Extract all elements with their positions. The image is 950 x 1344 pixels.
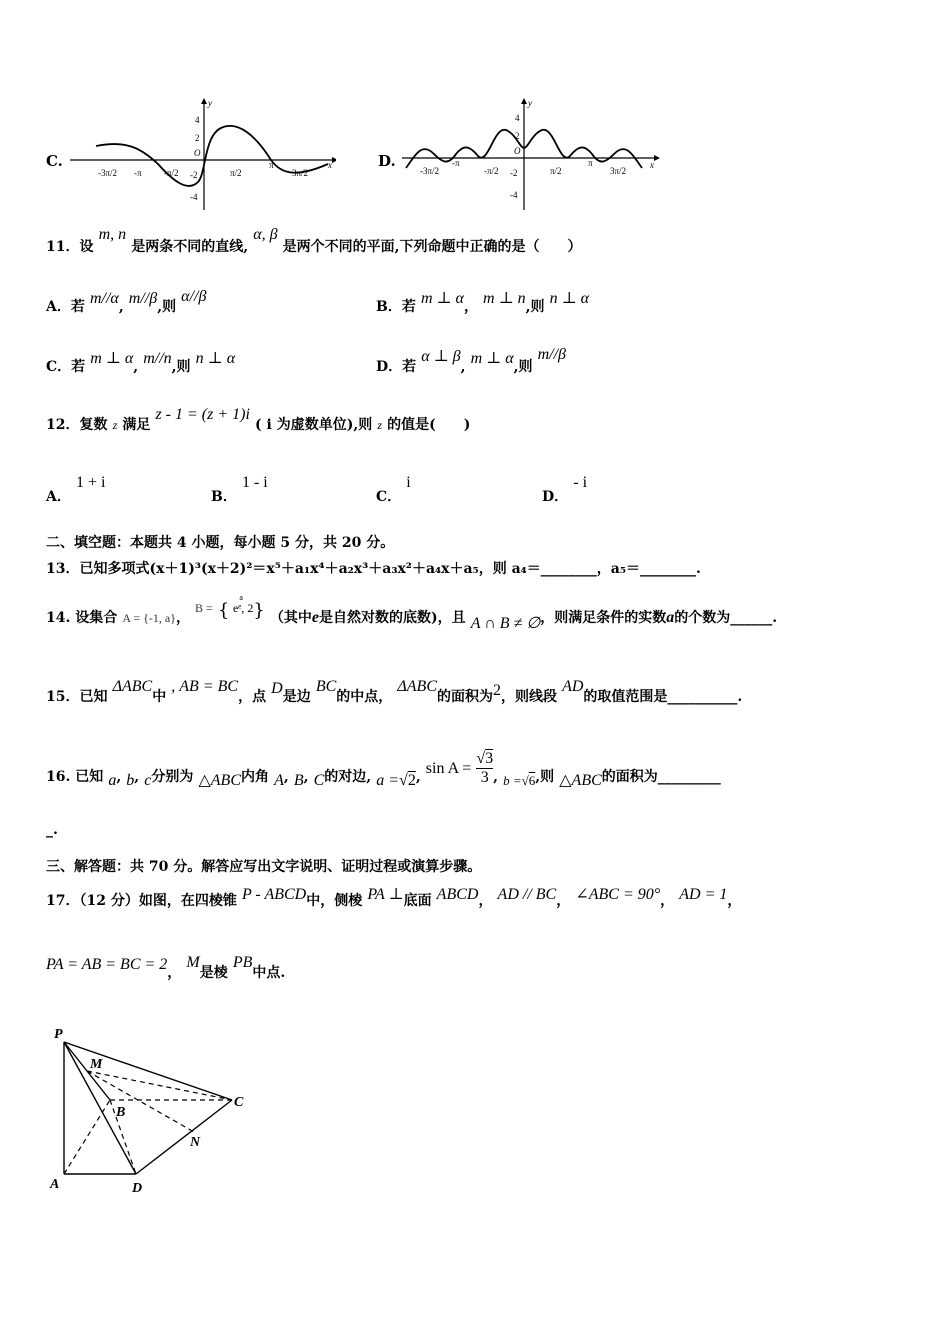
origin-label: O xyxy=(514,146,521,156)
section-3-heading: 三、解答题：共 70 分。解答应写出文字说明、证明过程或演算步骤。 xyxy=(46,859,482,875)
q16-triangle: △ABC xyxy=(198,772,241,789)
q17-text: 中点. xyxy=(252,965,286,981)
q17-text: ， xyxy=(727,893,742,909)
y-axis-label: y xyxy=(528,98,532,108)
point-label-m: M xyxy=(90,1057,103,1072)
x-tick: 3π/2 xyxy=(610,166,627,176)
option-value: - i xyxy=(573,474,588,491)
q14-text3: ，则满足条件的实数 xyxy=(540,610,667,626)
y-tick: -2 xyxy=(510,168,518,178)
q14-number: 14. 设集合 xyxy=(46,610,118,626)
q15-text: 的中点， xyxy=(336,689,393,705)
q16-radicand: 6 xyxy=(528,773,536,788)
q11-option-c[interactable] xyxy=(46,350,236,376)
q17-text: 底面 xyxy=(403,893,432,909)
y-tick: 4 xyxy=(515,113,520,123)
q11-text1: 是两条不同的直线, xyxy=(131,239,249,255)
q12-equation: z - 1 = (z + 1)i xyxy=(155,406,250,423)
q14-condition: A ∩ B ≠ ∅ xyxy=(470,615,541,632)
q15-text: 中 xyxy=(152,689,167,705)
condition-1: α ⊥ β xyxy=(421,348,461,365)
q11-option-d[interactable] xyxy=(376,346,567,376)
condition-1: m ⊥ α xyxy=(90,350,134,367)
point-label-n: N xyxy=(190,1135,201,1150)
q17-text: ， xyxy=(167,965,182,981)
q14-setB xyxy=(229,593,254,616)
q16-text: 的面积为_________ xyxy=(601,769,721,785)
q17-base: ABCD xyxy=(436,886,479,903)
q14-setA: A = {-1, a} xyxy=(122,611,176,625)
q16-A: A xyxy=(274,772,284,789)
edge-ab xyxy=(64,1100,110,1174)
x-tick: -π xyxy=(134,168,142,178)
q14-text1: （其中 xyxy=(269,610,312,626)
q17-PB: PB xyxy=(232,954,253,971)
option-label: C． xyxy=(376,489,402,505)
x-tick: -π xyxy=(452,158,460,168)
q11-vars1: m, n xyxy=(98,226,127,243)
option-label: A．若 xyxy=(46,299,85,315)
q16-denominator: 3 xyxy=(480,769,489,786)
q15-triangle: ΔABC xyxy=(112,678,153,695)
x-tick: π/2 xyxy=(230,168,242,178)
condition-2: m ⊥ α xyxy=(470,350,514,367)
q15-number: 15．已知 xyxy=(46,689,108,705)
x-arrow-icon xyxy=(654,155,660,161)
conclusion: n ⊥ α xyxy=(549,290,590,307)
question-14 xyxy=(46,593,778,632)
q15-AD: AD xyxy=(562,678,584,695)
q11-vars2: α, β xyxy=(253,226,278,243)
q17-ad: AD = 1 xyxy=(679,886,728,903)
separator: ,则 xyxy=(157,299,177,315)
q15-text: 是边 xyxy=(282,689,311,705)
point-label-b: B xyxy=(116,1105,126,1120)
q17-pa: PA ⊥ xyxy=(367,886,404,903)
q15-triangle: ΔABC xyxy=(397,678,437,695)
q14-setB-exponent: a xyxy=(239,593,243,602)
y-tick: -4 xyxy=(510,190,518,200)
question-11 xyxy=(46,226,582,256)
q14-text2: 是自然对数的底数)，且 xyxy=(319,610,466,626)
q16-C: C xyxy=(313,772,325,789)
q12-option-d[interactable] xyxy=(542,472,588,505)
point-label-d: D xyxy=(132,1181,143,1196)
q16-tail: _. xyxy=(46,822,58,838)
conclusion: n ⊥ α xyxy=(195,350,236,367)
x-axis-label: x xyxy=(328,160,332,170)
q12-number: 12．复数 xyxy=(46,417,108,433)
y-tick: -4 xyxy=(190,192,198,202)
q16-triangle: △ABC xyxy=(559,772,602,789)
x-tick: -π/2 xyxy=(164,168,179,178)
x-axis-label: x xyxy=(650,160,654,170)
question-12 xyxy=(46,406,471,434)
x-tick: π/2 xyxy=(550,166,562,176)
option-label: D． xyxy=(542,489,569,505)
q15-BC: BC xyxy=(315,678,337,695)
q12-text3: 的值是( ) xyxy=(387,417,471,433)
q11-text2: 是两个不同的平面,下列命题中正确的是（ ） xyxy=(282,239,582,255)
q16-eq-b: b = xyxy=(503,773,522,788)
q16-fraction: $\frac{√3}{3}$ xyxy=(476,750,494,786)
q15-area: 2 xyxy=(492,682,501,699)
y-axis-label: y xyxy=(208,98,212,108)
brace-icon: { xyxy=(217,600,230,621)
q16-numerator: 3 xyxy=(485,750,494,767)
q17-pyramid: P - ABCD xyxy=(241,886,307,903)
option-value: i xyxy=(406,474,411,491)
q15-text: ，点 xyxy=(238,689,267,705)
edge-dc xyxy=(136,1100,232,1174)
q12-z: z xyxy=(112,418,118,432)
brace-icon: } xyxy=(253,600,265,621)
q16-sin: sin A = xyxy=(425,760,472,777)
q12-option-a[interactable] xyxy=(46,472,106,505)
q14-text4: 的个数为______. xyxy=(674,610,778,626)
x-tick: 3π/2 xyxy=(292,168,309,178)
q16-eq-a: a = xyxy=(376,772,400,789)
q12-option-b[interactable] xyxy=(211,472,268,505)
separator: ,则 xyxy=(513,359,533,375)
q17-text: 中，侧棱 xyxy=(306,893,363,909)
y-tick: 2 xyxy=(195,133,200,143)
separator: , xyxy=(133,359,139,375)
separator: , xyxy=(460,359,466,375)
q17-angle: ∠ABC = 90° xyxy=(575,886,661,903)
q15-text: ，则线段 xyxy=(500,689,557,705)
separator: , xyxy=(118,299,124,315)
x-tick: π xyxy=(588,158,593,168)
q17-parallel: AD // BC xyxy=(497,886,557,903)
option-value: 1 - i xyxy=(241,474,268,491)
x-tick: -3π/2 xyxy=(420,166,440,176)
question-16: 16. 已知 a, b, c分别为 △ABC内角 A, B, C的对边, a =√2, sin A = $\frac{√3}{3}$ , $_{b =√6}$,则 △ABC的面积为_________ xyxy=(46,750,721,789)
q17-number: 17．（12 分）如图，在四棱锥 xyxy=(46,893,237,909)
q15-equation: , AB = BC xyxy=(171,678,239,695)
y-tick: -2 xyxy=(190,170,198,180)
option-label: C．若 xyxy=(46,359,86,375)
y-arrow-icon xyxy=(201,98,207,104)
y-arrow-icon xyxy=(521,98,527,104)
x-tick: -3π/2 xyxy=(98,168,118,178)
q16-text: 的对边, xyxy=(324,769,372,785)
question-15 xyxy=(46,678,743,706)
x-tick: π xyxy=(269,160,274,170)
point-label-c: C xyxy=(234,1095,244,1110)
x-arrow-icon xyxy=(332,157,336,163)
question-17 xyxy=(46,886,742,910)
point-label-p: P xyxy=(54,1027,63,1042)
q12-z: z xyxy=(377,418,382,432)
question-13: 13．已知多项式(x＋1)³(x＋2)²＝x⁵＋a₁x⁴＋a₂x³＋a₃x²＋a₄x＋a₅，则 a₄＝________，a₅＝________. xyxy=(46,561,701,577)
separator: ,则 xyxy=(525,299,545,315)
q16-B: B xyxy=(293,772,304,789)
question-17-line2 xyxy=(46,954,286,982)
q14-setB-body: eᵉ, 2 xyxy=(232,601,254,615)
q15-D: D xyxy=(271,680,283,697)
condition-2: m//n xyxy=(143,350,172,367)
q16-text: ,则 xyxy=(535,769,555,785)
option-label: B． xyxy=(211,489,237,505)
q12-text2: ( i 为虚数单位),则 xyxy=(255,417,373,433)
segment-mn xyxy=(87,1071,194,1132)
conclusion: α//β xyxy=(181,288,207,305)
q17-text: ， xyxy=(478,893,493,909)
y-tick: 4 xyxy=(195,115,200,125)
x-tick: -π/2 xyxy=(484,166,499,176)
q16-c: c xyxy=(144,772,152,789)
q16-b: b xyxy=(126,772,135,789)
pyramid-figure xyxy=(44,1022,254,1198)
graph-option-d xyxy=(398,96,668,212)
q14-a: a xyxy=(666,609,675,626)
q17-lengths: PA = AB = BC = 2 xyxy=(46,956,168,973)
section-2-heading: 二、填空题：本题共 4 小题，每小题 5 分，共 20 分。 xyxy=(46,535,395,551)
q16-number: 16. 已知 xyxy=(46,769,104,785)
point-label-a: A xyxy=(50,1177,60,1192)
separator: ， xyxy=(463,299,478,315)
condition-1: m//α xyxy=(89,290,119,307)
q16-a: a xyxy=(108,772,117,789)
condition-1: m ⊥ α xyxy=(420,290,464,307)
q12-text1: 满足 xyxy=(122,417,151,433)
option-label: B．若 xyxy=(376,299,416,315)
q15-text: 的面积为 xyxy=(436,689,493,705)
q12-option-c[interactable] xyxy=(376,472,411,505)
q11-option-a[interactable] xyxy=(46,288,207,316)
q17-M: M xyxy=(186,954,200,971)
option-c-label[interactable]: C. xyxy=(46,152,63,170)
q14-setB-lhs: B = xyxy=(195,601,213,615)
y-tick: 2 xyxy=(515,131,520,141)
q17-text: ， xyxy=(556,893,571,909)
option-label: D．若 xyxy=(376,359,417,375)
q11-option-b[interactable] xyxy=(376,290,590,316)
conclusion: m//β xyxy=(537,346,567,363)
q17-text: ， xyxy=(660,893,675,909)
condition-2: m//β xyxy=(128,290,158,307)
q17-text: 是棱 xyxy=(199,965,228,981)
separator: ， xyxy=(175,610,190,626)
q14-e: e xyxy=(311,609,319,626)
origin-label: O xyxy=(194,148,201,158)
q16-text: 分别为 xyxy=(151,769,194,785)
q16-text: 内角 xyxy=(241,769,269,785)
graph-option-c xyxy=(66,96,336,212)
option-label: A． xyxy=(46,489,71,505)
q11-number: 11．设 xyxy=(46,239,94,255)
separator: ,则 xyxy=(171,359,191,375)
q16-radicand: 2 xyxy=(407,772,416,789)
condition-2: m ⊥ n xyxy=(483,290,526,307)
q15-text: 的取值范围是__________. xyxy=(583,689,743,705)
option-value: 1 + i xyxy=(75,474,106,491)
option-d-label[interactable]: D. xyxy=(378,152,396,170)
